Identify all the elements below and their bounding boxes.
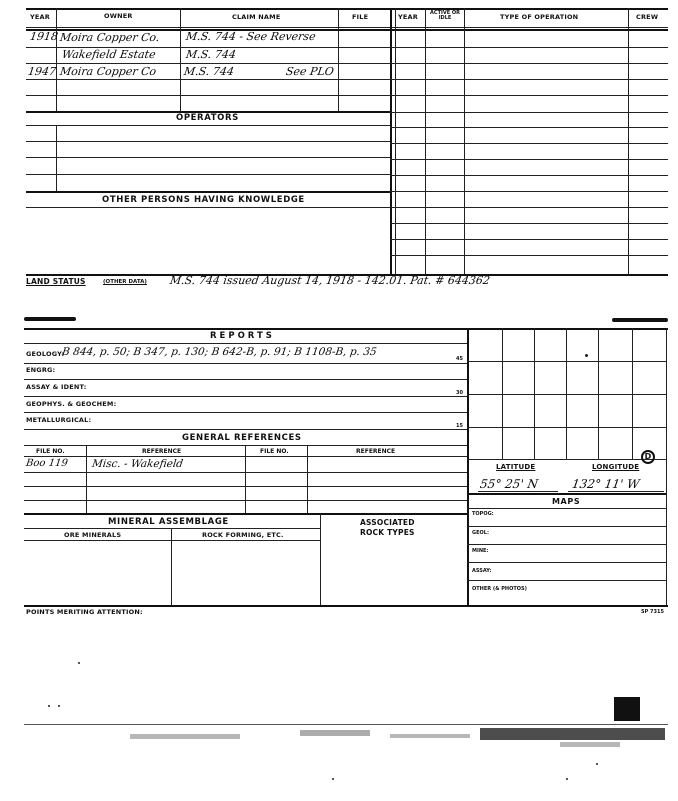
assay-ident-label: ASSAY & IDENT: (26, 383, 87, 391)
metallurgical-label: METALLURGICAL: (26, 416, 92, 424)
ref-row-1-reference: Misc. - Wakefield (91, 458, 184, 470)
geophys-label: GEOPHYS. & GEOCHEM: (26, 400, 117, 408)
land-status-sublabel: (OTHER DATA) (103, 279, 147, 285)
form-code: SP 7315 (641, 609, 664, 615)
row-3-year: 1947 (27, 65, 57, 78)
reports-heading: REPORTS (210, 331, 275, 341)
rock-forming-heading: ROCK FORMING, ETC. (202, 531, 284, 539)
maps-heading: MAPS (552, 497, 581, 506)
general-references-heading: GENERAL REFERENCES (182, 433, 302, 443)
row-2-claim: M.S. 744 (185, 48, 237, 61)
associated-heading: ASSOCIATED (360, 518, 415, 527)
ref-header-reference: REFERENCE (142, 448, 182, 455)
row-2-owner: Wakefield Estate (61, 48, 157, 61)
header-crew: CREW (636, 13, 659, 21)
header-type-of-operation: TYPE OF OPERATION (500, 13, 579, 21)
header-claim-name: CLAIM NAME (232, 13, 281, 21)
ref-row-1-file-no: Boo 119 (25, 458, 69, 469)
land-status-label: LAND STATUS (26, 277, 86, 286)
ink-mark-left (24, 317, 76, 321)
row-1-claim: M.S. 744 - See Reverse (185, 30, 317, 43)
row-1-year: 1918 (29, 30, 59, 43)
header-owner: OWNER (104, 12, 133, 20)
header-year-2: YEAR (398, 13, 418, 21)
longitude-value: 132° 11' W (571, 477, 641, 491)
circle-mark-icon: D (641, 450, 655, 464)
row-3-owner: Moira Copper Co (59, 65, 158, 78)
rock-types-heading: ROCK TYPES (360, 528, 415, 537)
mineral-assemblage-heading: MINERAL ASSEMBLAGE (108, 517, 229, 527)
margin-number-45: 45 (456, 356, 463, 362)
header-file: FILE (352, 13, 369, 21)
operators-heading: OPERATORS (176, 113, 239, 123)
maps-mine-label: MINE: (472, 548, 489, 554)
maps-assay-label: ASSAY: (472, 568, 492, 574)
maps-other-label: OTHER (& PHOTOS) (472, 586, 527, 592)
ink-mark-right (612, 318, 668, 322)
latitude-label: LATITUDE (496, 463, 536, 471)
longitude-label: LONGITUDE (592, 463, 640, 471)
geology-label: GEOLOGY: (26, 350, 65, 358)
row-3-claim: M.S. 744 (183, 65, 235, 78)
row-1-owner: Moira Copper Co. (59, 31, 161, 44)
maps-topog-label: TOPOG: (472, 511, 494, 517)
ref-header-file-no: FILE NO. (36, 448, 65, 455)
other-persons-heading: OTHER PERSONS HAVING KNOWLEDGE (102, 195, 305, 205)
ref-header-file-no-2: FILE NO. (260, 448, 289, 455)
maps-geol-label: GEOL: (472, 530, 489, 536)
ref-header-reference-2: REFERENCE (356, 448, 396, 455)
margin-number-30: 30 (456, 390, 463, 396)
engrg-label: ENGRG: (26, 366, 56, 374)
margin-number-15: 15 (456, 423, 463, 429)
latitude-value: 55° 25' N (479, 477, 539, 491)
header-active-idle: ACTIVE OR IDLE (430, 10, 460, 21)
geology-value: B 844, p. 50; B 347, p. 130; B 642-B, p. 91; B 1108-B, p. 35 (61, 346, 378, 358)
points-meriting-attention-label: POINTS MERITING ATTENTION: (26, 608, 143, 616)
header-year: YEAR (30, 13, 50, 21)
land-status-value: M.S. 744 issued August 14, 1918 - 142.01. Pat. # 644362 (169, 274, 491, 287)
row-3-note: See PLO (285, 65, 335, 78)
grid-dot (585, 354, 588, 357)
ore-minerals-heading: ORE MINERALS (64, 531, 122, 539)
